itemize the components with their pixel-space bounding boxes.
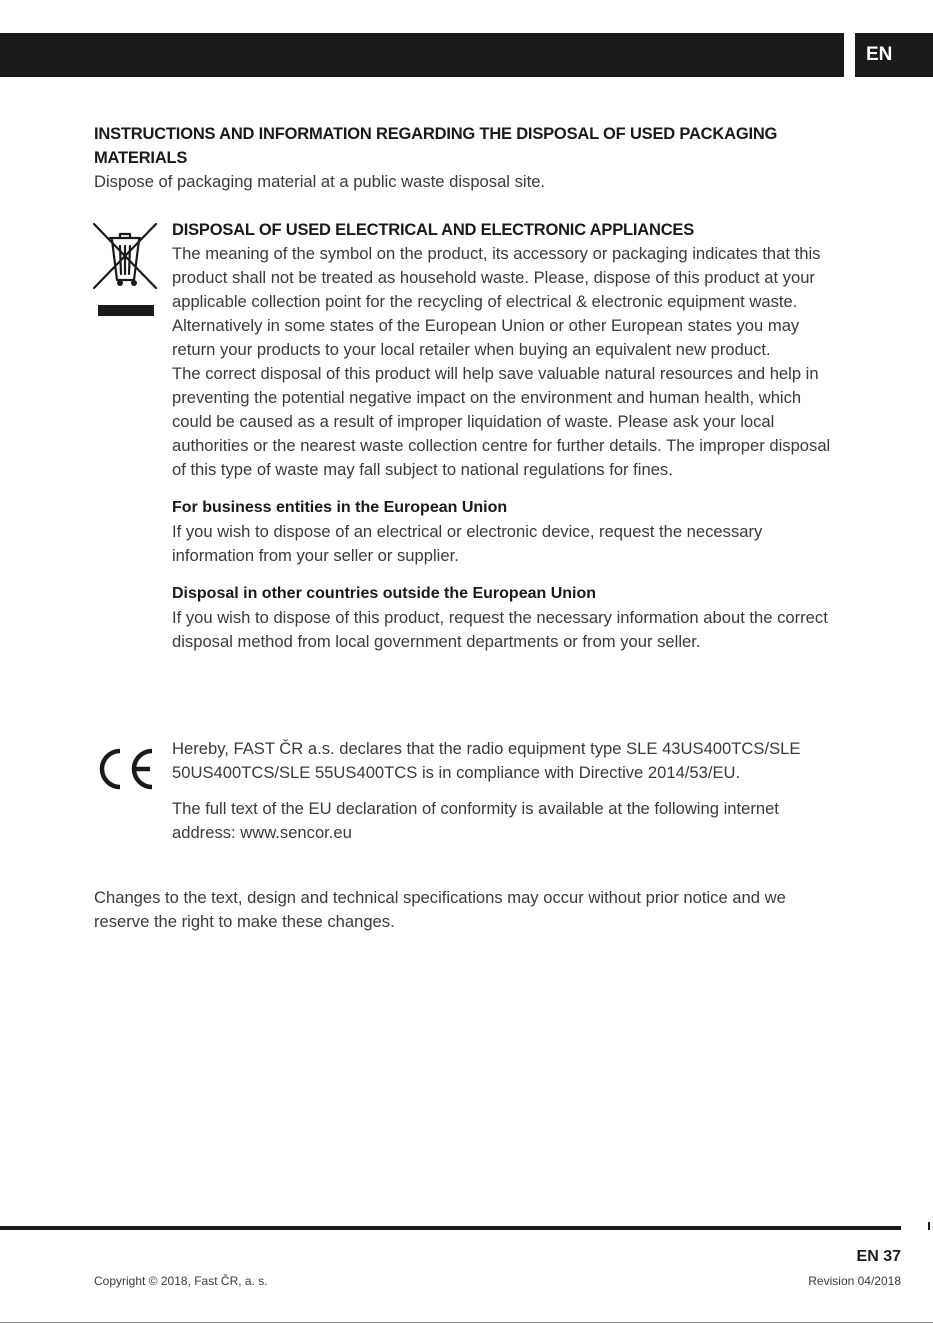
- ce-mark-icon: [96, 748, 154, 790]
- weee-section: [172, 218, 844, 654]
- outside-eu-heading: Disposal in other countries outside the European Union: [172, 585, 597, 602]
- crossed-out-wheelie-bin-icon: [92, 222, 158, 318]
- business-text: If you wish to dispose of an electrical or electronic device, request the necessary information from your seller or supplier.: [172, 522, 763, 565]
- copyright: Copyright © 2018, Fast ČR, a. s.: [94, 1274, 268, 1288]
- ce-section: [172, 737, 844, 845]
- packaging-text: Dispose of packaging material at a public waste disposal site.: [94, 172, 546, 191]
- packaging-heading: INSTRUCTIONS AND INFORMATION REGARDING THE DISPOSAL OF USED PACKAGING MATERIALS: [94, 125, 778, 167]
- ce-full-text: The full text of the EU declaration of conformity is available at the following internet address: www.sencor.eu: [172, 799, 779, 842]
- footer-mark: [928, 1222, 930, 1230]
- weee-paragraph-1: The meaning of the symbol on the product, its accessory or packaging indicates that this product shall not be treated as household waste. Please, dispose of this product at your applicable collection point for the recycling of electrical & electronic equipment waste. Alternatively in some states of the European Union or other European states you may return your products to your local retailer when buying an equivalent new product.: [172, 244, 821, 359]
- packaging-section: [94, 122, 844, 194]
- header-bar: [0, 33, 844, 77]
- language-tab: EN: [855, 33, 933, 77]
- business-heading: For business entities in the European Union: [172, 499, 508, 516]
- outside-eu-text: If you wish to dispose of this product, request the necessary information about the correct disposal method from local government departments or from your seller.: [172, 608, 828, 651]
- weee-paragraph-2: The correct disposal of this product will help save valuable natural resources and help in preventing the potential negative impact on the environment and human health, which could be caused as a result of improper liquidation of waste. Please ask your local authorities or the nearest waste collection centre for further details. The improper disposal of this type of waste may fall subject to national regulations for fines.: [172, 364, 831, 479]
- revision: Revision 04/2018: [808, 1274, 901, 1288]
- bottom-rule: [0, 1322, 933, 1323]
- page-number: EN 37: [856, 1248, 901, 1265]
- weee-heading: DISPOSAL OF USED ELECTRICAL AND ELECTRONIC APPLIANCES: [172, 221, 695, 239]
- changes-notice: [94, 886, 844, 934]
- changes-text: Changes to the text, design and technical specifications may occur without prior notice and we reserve the right to make these changes.: [94, 888, 786, 931]
- ce-declaration: Hereby, FAST ČR a.s. declares that the radio equipment type SLE 43US400TCS/SLE 50US400TCS/SLE 55US400TCS is in compliance with Directive 2014/53/EU.: [172, 739, 801, 782]
- footer-rule: [0, 1226, 901, 1230]
